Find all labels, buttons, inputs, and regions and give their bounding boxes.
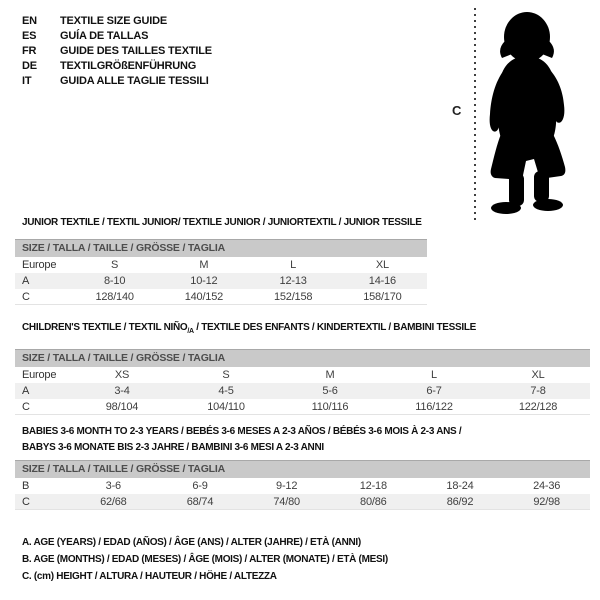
language-label: TEXTILE SIZE GUIDE: [60, 15, 168, 27]
row-label: Europe: [22, 369, 57, 381]
age-cell: 10-12: [190, 275, 218, 287]
age-cell: 6-7: [426, 385, 442, 397]
age-cell: 3-6: [105, 480, 121, 492]
size-header-bar: SIZE / TALLA / TAILLE / GRÖSSE / TAGLIA: [15, 349, 590, 367]
age-cell: 4-5: [218, 385, 234, 397]
language-row-es: [22, 29, 212, 44]
language-label: GUIDA ALLE TAGLIE TESSILI: [60, 75, 209, 87]
childrens-table-title: [22, 321, 590, 339]
age-cell: 6-9: [192, 480, 208, 492]
size-cell: L: [431, 369, 437, 381]
language-code: DE: [22, 60, 37, 72]
age-cell: 24-36: [533, 480, 561, 492]
size-cell: XL: [375, 259, 389, 271]
height-cell: 122/128: [518, 401, 558, 413]
table-row-europe: [15, 257, 427, 273]
age-cell: 18-24: [446, 480, 474, 492]
language-label: GUIDE DES TAILLES TEXTILE: [60, 45, 212, 57]
height-cell: 110/116: [311, 401, 349, 413]
table-row-height: [15, 399, 590, 415]
height-cell: 140/152: [184, 291, 224, 303]
row-label: C: [22, 496, 30, 508]
size-header-bar: SIZE / TALLA / TAILLE / GRÖSSE / TAGLIA: [15, 460, 590, 478]
language-row-it: [22, 74, 212, 89]
row-label: Europe: [22, 259, 57, 271]
title-subscript: /A: [187, 328, 194, 335]
language-row-de: [22, 59, 212, 74]
size-cell: XS: [114, 369, 130, 381]
junior-size-table: [15, 239, 427, 305]
size-cell: S: [111, 259, 119, 271]
size-cell: L: [290, 259, 297, 271]
row-label: B: [22, 480, 30, 492]
row-label: A: [22, 385, 30, 397]
language-code: IT: [22, 75, 32, 87]
row-label: C: [22, 291, 30, 303]
height-cell: 92/98: [533, 496, 560, 508]
height-cell: 158/170: [363, 291, 402, 303]
height-cell: 104/110: [207, 401, 245, 413]
table-row-age: [15, 383, 590, 399]
language-list: [22, 14, 212, 89]
table-row-age: [15, 273, 427, 289]
legend-age-months: B. AGE (MONTHS) / EDAD (MESES) / ÂGE (MOIS) / ALTER (MONATE) / ETÀ (MESI): [22, 554, 388, 565]
row-label: C: [22, 401, 30, 413]
babies-size-table: [15, 460, 590, 510]
age-cell: 7-8: [530, 385, 546, 397]
height-cell: 116/122: [415, 401, 453, 413]
height-cell: 74/80: [273, 496, 300, 508]
legend-height: C. (cm) HEIGHT / ALTURA / HAUTEUR / HÖHE / ALTEZZA: [22, 571, 277, 582]
age-cell: 5-6: [322, 385, 338, 397]
table-row-height: [15, 494, 590, 510]
size-header-bar: SIZE / TALLA / TAILLE / GRÖSSE / TAGLIA: [15, 239, 427, 257]
height-cell: 86/92: [446, 496, 474, 508]
table-row-europe: [15, 367, 590, 383]
age-cell: 9-12: [276, 480, 298, 492]
measure-legend: [22, 534, 388, 585]
language-label: GUÍA DE TALLAS: [60, 30, 149, 42]
size-cell: M: [199, 259, 209, 271]
height-measure-label: C: [452, 103, 462, 118]
height-dotted-line: [474, 8, 476, 220]
age-cell: 12-13: [279, 275, 307, 287]
size-cell: M: [325, 369, 335, 381]
babies-title-line2: BABYS 3-6 MONATE BIS 2-3 JAHRE / BAMBINI 3-6 MESI A 2-3 ANNI: [22, 442, 324, 453]
height-cell: 68/74: [186, 496, 214, 508]
babies-textile-section: [15, 424, 590, 510]
height-cell: 62/68: [100, 496, 127, 508]
childrens-size-table: [15, 349, 590, 415]
table-row-age-months: [15, 478, 590, 494]
age-cell: 12-18: [359, 480, 387, 492]
height-cell: 152/158: [273, 291, 313, 303]
language-row-fr: [22, 44, 212, 59]
age-cell: 3-4: [114, 385, 130, 397]
height-cell: 80/86: [360, 496, 387, 508]
height-cell: 128/140: [95, 291, 134, 303]
height-cell: 98/104: [105, 401, 139, 413]
legend-age-years: A. AGE (YEARS) / EDAD (AÑOS) / ÂGE (ANS) / ALTER (JAHRE) / ETÀ (ANNI): [22, 537, 361, 548]
language-row-en: [22, 14, 212, 29]
baby-silhouette-icon: [482, 10, 572, 220]
age-cell: 8-10: [104, 275, 126, 287]
row-label: A: [22, 275, 30, 287]
language-code: FR: [22, 45, 37, 57]
table-row-height: [15, 289, 427, 305]
age-cell: 14-16: [368, 275, 396, 287]
title-suffix: / TEXTILE DES ENFANTS / KINDERTEXTIL / BAMBINI TESSILE: [193, 322, 477, 333]
language-label: TEXTILGRÖßENFÜHRUNG: [60, 60, 197, 72]
babies-table-title: [22, 424, 590, 456]
size-cell: S: [222, 369, 230, 381]
language-code: ES: [22, 30, 37, 42]
junior-table-title: JUNIOR TEXTILE / TEXTIL JUNIOR/ TEXTILE JUNIOR / JUNIORTEXTIL / JUNIOR TESSILE: [22, 217, 422, 228]
size-cell: XL: [531, 369, 545, 381]
babies-title-line1: BABIES 3-6 MONTH TO 2-3 YEARS / BEBÉS 3-6 MESES A 2-3 AÑOS / BÉBÉS 3-6 MOIS À 2-3 ANS /: [22, 426, 462, 437]
language-code: EN: [22, 15, 37, 27]
title-prefix: CHILDREN'S TEXTILE / TEXTIL NIÑO: [22, 322, 188, 333]
childrens-textile-section: [15, 321, 590, 415]
junior-textile-section: [15, 216, 427, 305]
